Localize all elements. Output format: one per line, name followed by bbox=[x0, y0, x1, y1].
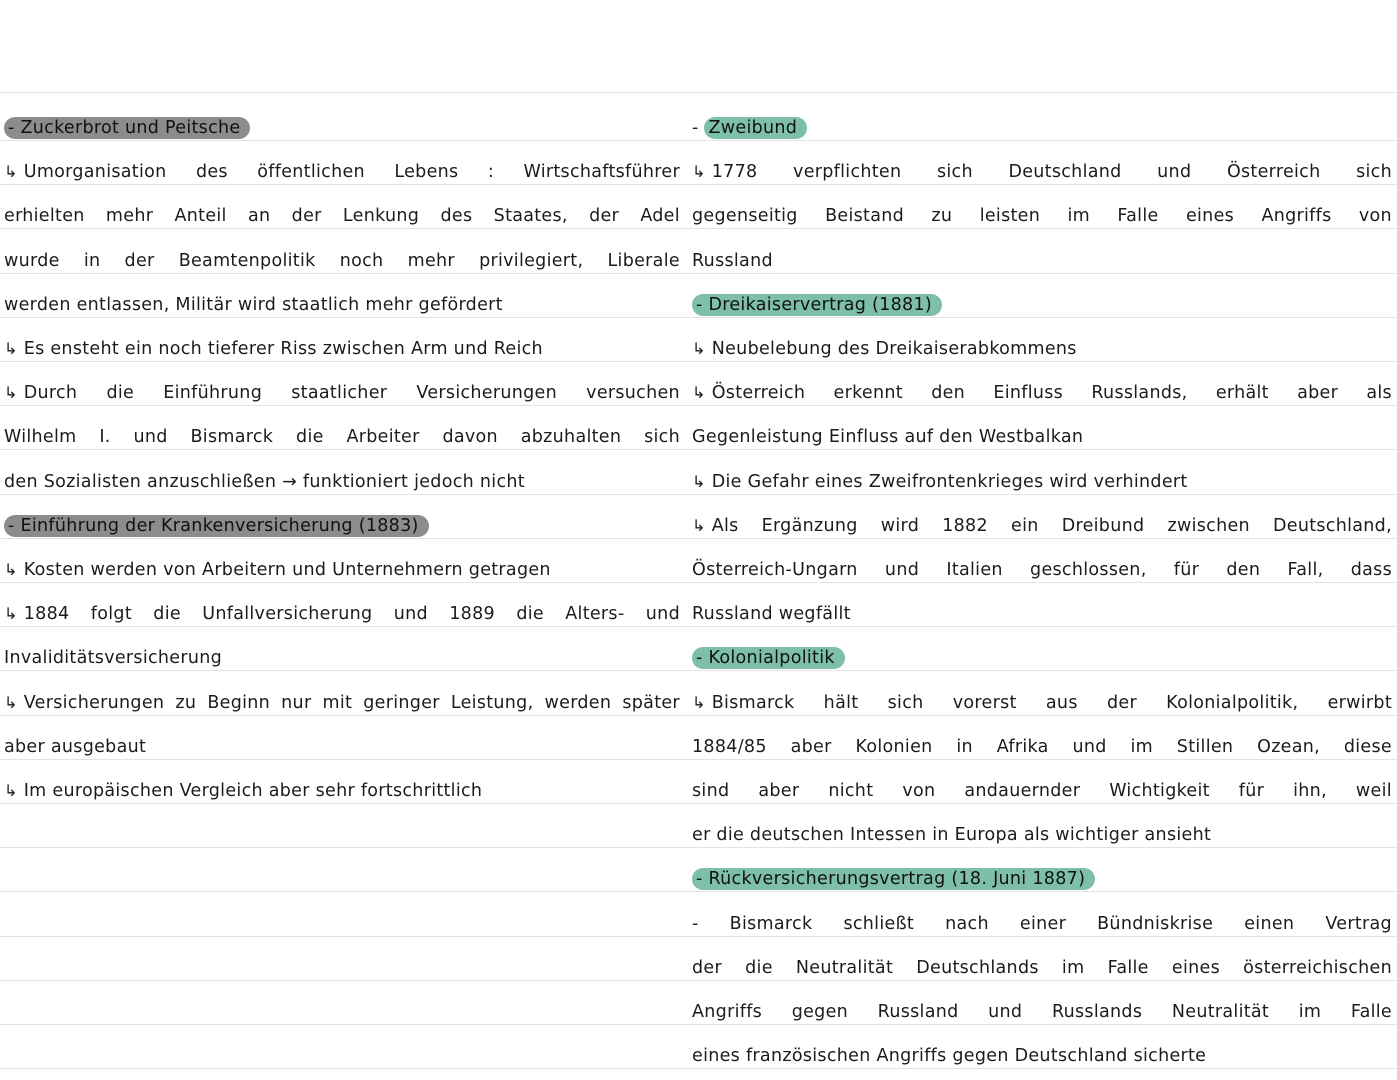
bullet-arrow-icon: ↳ bbox=[4, 162, 18, 181]
word: und bbox=[133, 427, 168, 447]
bullet-arrow-icon: ↳ bbox=[692, 472, 706, 491]
bullet-arrow-icon: ↳ bbox=[692, 383, 706, 402]
word: im bbox=[1130, 737, 1153, 757]
word: versuchen bbox=[586, 383, 680, 403]
word: sich bbox=[1356, 162, 1392, 182]
word: gegen bbox=[791, 1002, 849, 1022]
section-heading bbox=[4, 511, 680, 541]
word: Unfallversicherung bbox=[202, 604, 373, 624]
bullet-line bbox=[692, 157, 1392, 187]
word: Fall, bbox=[1287, 560, 1324, 580]
line-text bbox=[692, 732, 1392, 762]
word: der bbox=[124, 251, 155, 271]
line-text: Invaliditätsversicherung bbox=[4, 648, 223, 668]
section-heading bbox=[692, 643, 1392, 673]
bullet-line bbox=[692, 334, 1392, 364]
word: erhält bbox=[1215, 383, 1269, 403]
word: andauernder bbox=[964, 781, 1081, 801]
word: Bismarck bbox=[190, 427, 274, 447]
line-text bbox=[712, 511, 1392, 541]
word: später bbox=[622, 693, 680, 713]
line-text: Im europäischen Vergleich aber sehr fortschrittlich bbox=[23, 781, 483, 801]
word: Angriffs bbox=[1261, 206, 1332, 226]
highlighted-heading-text: Zweibund bbox=[704, 117, 807, 139]
word: aber bbox=[790, 737, 832, 757]
word: wurde bbox=[4, 251, 60, 271]
word: Einfluss bbox=[993, 383, 1064, 403]
word: Deutschland, bbox=[1272, 516, 1392, 536]
line-text: den Sozialisten anzuschließen → funktioniert jedoch nicht bbox=[4, 472, 525, 492]
word: Bündniskrise bbox=[1097, 914, 1214, 934]
word: im bbox=[1298, 1002, 1322, 1022]
word: Falle bbox=[1117, 206, 1159, 226]
word: Österreich-Ungarn bbox=[692, 560, 858, 580]
word: und bbox=[884, 560, 920, 580]
word: ihn, bbox=[1293, 781, 1327, 801]
word: mit bbox=[322, 693, 353, 713]
word: und bbox=[645, 604, 680, 624]
line-text: Kosten werden von Arbeitern und Unternehmern getragen bbox=[23, 560, 551, 580]
highlighted-heading-text: - Rückversicherungsvertrag (18. Juni 1887) bbox=[692, 868, 1095, 890]
text-line bbox=[692, 246, 1392, 276]
line-text bbox=[24, 688, 680, 718]
word: zwischen bbox=[1167, 516, 1250, 536]
word: Falle bbox=[1107, 958, 1149, 978]
word: Dreibund bbox=[1061, 516, 1145, 536]
text-line bbox=[4, 201, 680, 231]
word: : bbox=[487, 162, 495, 182]
section-heading bbox=[692, 864, 1392, 894]
word: erhielten bbox=[4, 206, 85, 226]
line-text bbox=[692, 201, 1392, 231]
line-text: aber ausgebaut bbox=[4, 737, 147, 757]
line-text bbox=[712, 378, 1392, 408]
bullet-arrow-icon: ↳ bbox=[692, 339, 706, 358]
word: Deutschland bbox=[1008, 162, 1122, 182]
section-heading bbox=[692, 113, 1392, 143]
line-text bbox=[712, 157, 1392, 187]
line-text bbox=[4, 201, 680, 231]
text-line bbox=[692, 1041, 1392, 1071]
word: die bbox=[153, 604, 181, 624]
text-line bbox=[692, 732, 1392, 762]
word: diese bbox=[1343, 737, 1392, 757]
word: 1882 bbox=[942, 516, 988, 536]
line-text bbox=[24, 157, 680, 187]
word: sich bbox=[644, 427, 680, 447]
word: erkennt bbox=[833, 383, 903, 403]
line-text: eines französischen Angriffs gegen Deutschland sicherte bbox=[692, 1046, 1207, 1066]
highlighted-heading-text: - Einführung der Krankenversicherung (1883) bbox=[4, 515, 429, 537]
word: Beistand bbox=[825, 206, 905, 226]
text-line bbox=[692, 555, 1392, 585]
bullet-line bbox=[692, 378, 1392, 408]
word: nach bbox=[945, 914, 989, 934]
word: Versicherungen bbox=[23, 693, 165, 713]
word: die bbox=[745, 958, 773, 978]
word: von bbox=[902, 781, 936, 801]
word: des bbox=[440, 206, 473, 226]
text-line bbox=[692, 953, 1392, 983]
bullet-line bbox=[692, 688, 1392, 718]
word: in bbox=[83, 251, 101, 271]
word: und bbox=[1072, 737, 1107, 757]
word: Kolonien bbox=[855, 737, 933, 757]
word: der bbox=[1106, 693, 1137, 713]
word: Italien bbox=[946, 560, 1003, 580]
word: Österreich bbox=[711, 383, 806, 403]
bullet-line bbox=[692, 511, 1392, 541]
text-line bbox=[692, 599, 1392, 629]
word: Falle bbox=[1350, 1002, 1392, 1022]
word: Österreich bbox=[1226, 162, 1321, 182]
word: an bbox=[247, 206, 271, 226]
word: Beamtenpolitik bbox=[178, 251, 316, 271]
line-text bbox=[692, 953, 1392, 983]
word: erwirbt bbox=[1327, 693, 1392, 713]
line-text: Neubelebung des Dreikaiserabkommens bbox=[711, 339, 1077, 359]
word: Neutralität bbox=[1171, 1002, 1270, 1022]
word: Afrika bbox=[996, 737, 1049, 757]
word: I. bbox=[99, 427, 111, 447]
line-text bbox=[712, 688, 1392, 718]
word: Wilhelm bbox=[4, 427, 77, 447]
word: weil bbox=[1355, 781, 1392, 801]
word: des bbox=[195, 162, 228, 182]
text-line bbox=[4, 732, 680, 762]
text-line bbox=[4, 643, 680, 673]
bullet-line bbox=[4, 599, 680, 629]
word: Stillen bbox=[1176, 737, 1234, 757]
word: 1884/85 bbox=[692, 737, 767, 757]
bullet-arrow-icon: ↳ bbox=[692, 162, 706, 181]
word: Leistung, bbox=[450, 693, 534, 713]
word: dass bbox=[1350, 560, 1392, 580]
word: werden bbox=[544, 693, 612, 713]
bullet-arrow-icon: ↳ bbox=[4, 781, 18, 800]
word: Alters- bbox=[565, 604, 625, 624]
text-line bbox=[4, 290, 680, 320]
word: und bbox=[1157, 162, 1192, 182]
word: im bbox=[1061, 958, 1085, 978]
word: Wichtigkeit bbox=[1109, 781, 1210, 801]
word: folgt bbox=[90, 604, 132, 624]
line-text: Es ensteht ein noch tieferer Riss zwischen Arm und Reich bbox=[23, 339, 543, 359]
word: vorerst bbox=[952, 693, 1017, 713]
text-line bbox=[692, 422, 1392, 452]
line-text: Russland wegfällt bbox=[692, 604, 851, 624]
text-line bbox=[4, 467, 680, 497]
bullet-line bbox=[4, 688, 680, 718]
word: der bbox=[291, 206, 322, 226]
word: 1778 bbox=[711, 162, 758, 182]
word: Lebens bbox=[394, 162, 459, 182]
word: ein bbox=[1011, 516, 1039, 536]
word: eines bbox=[1185, 206, 1235, 226]
word: Beginn bbox=[207, 693, 271, 713]
word: privilegiert, bbox=[479, 251, 584, 271]
word: die bbox=[516, 604, 544, 624]
word: aus bbox=[1045, 693, 1078, 713]
line-text: Gegenleistung Einfluss auf den Westbalkan bbox=[692, 427, 1084, 447]
word: Wirtschaftsführer bbox=[523, 162, 680, 182]
word: aber bbox=[758, 781, 800, 801]
word: nicht bbox=[828, 781, 874, 801]
highlighted-heading-text: - Zuckerbrot und Peitsche bbox=[4, 117, 250, 139]
word: leisten bbox=[979, 206, 1041, 226]
line-text bbox=[692, 776, 1392, 806]
word: und bbox=[393, 604, 428, 624]
word: Anteil bbox=[174, 206, 227, 226]
word: der bbox=[692, 958, 722, 978]
section-heading bbox=[4, 113, 680, 143]
bullet-arrow-icon: ↳ bbox=[4, 560, 18, 579]
word: mehr bbox=[407, 251, 455, 271]
line-text bbox=[4, 422, 680, 452]
word: schließt bbox=[843, 914, 915, 934]
word: - bbox=[692, 914, 699, 934]
line-text: werden entlassen, Militär wird staatlich mehr gefördert bbox=[4, 295, 503, 315]
word: 1884 bbox=[23, 604, 70, 624]
text-line bbox=[692, 201, 1392, 231]
word: Russland bbox=[877, 1002, 959, 1022]
ruled-line bbox=[0, 92, 1397, 93]
word: nur bbox=[281, 693, 312, 713]
word: Umorganisation bbox=[23, 162, 167, 182]
line-text bbox=[24, 599, 680, 629]
word: der bbox=[589, 206, 620, 226]
word: hält bbox=[823, 693, 859, 713]
word: in bbox=[956, 737, 973, 757]
word: im bbox=[1067, 206, 1091, 226]
section-heading bbox=[692, 290, 1392, 320]
word: zu bbox=[931, 206, 953, 226]
text-line bbox=[692, 776, 1392, 806]
word: Adel bbox=[640, 206, 680, 226]
line-text bbox=[4, 246, 680, 276]
bullet-arrow-icon: ↳ bbox=[692, 693, 706, 712]
text-line bbox=[692, 820, 1392, 850]
word: Bismarck bbox=[711, 693, 795, 713]
line-text bbox=[692, 909, 1392, 939]
word: und bbox=[988, 1002, 1023, 1022]
word: Liberale bbox=[607, 251, 680, 271]
word: öffentlichen bbox=[257, 162, 365, 182]
line-text: er die deutschen Intessen in Europa als wichtiger ansieht bbox=[692, 825, 1212, 845]
bullet-arrow-icon: ↳ bbox=[4, 383, 18, 402]
line-text: Die Gefahr eines Zweifrontenkrieges wird verhindert bbox=[711, 472, 1188, 492]
word: aber bbox=[1297, 383, 1339, 403]
text-line bbox=[4, 246, 680, 276]
word: von bbox=[1358, 206, 1392, 226]
bullet-line bbox=[4, 555, 680, 585]
line-text bbox=[24, 378, 680, 408]
word: Neutralität bbox=[795, 958, 894, 978]
word: Versicherungen bbox=[416, 383, 557, 403]
word: mehr bbox=[105, 206, 154, 226]
word: Lenkung bbox=[342, 206, 420, 226]
bullet-arrow-icon: ↳ bbox=[4, 339, 18, 358]
word: Ergänzung bbox=[761, 516, 858, 536]
word: einen bbox=[1244, 914, 1295, 934]
bullet-line bbox=[692, 467, 1392, 497]
text-line bbox=[4, 422, 680, 452]
bullet-line bbox=[4, 776, 680, 806]
word: den bbox=[931, 383, 966, 403]
text-line bbox=[692, 909, 1392, 939]
word: geringer bbox=[363, 693, 440, 713]
word: staatlicher bbox=[291, 383, 388, 403]
word: die bbox=[106, 383, 135, 403]
word: Bismarck bbox=[729, 914, 813, 934]
line-text bbox=[692, 997, 1392, 1027]
word: Russlands, bbox=[1091, 383, 1188, 403]
word: noch bbox=[339, 251, 384, 271]
word: Einführung bbox=[163, 383, 263, 403]
line-text: Russland bbox=[692, 251, 773, 271]
word: einer bbox=[1019, 914, 1067, 934]
word: die bbox=[296, 427, 324, 447]
word: Als bbox=[711, 516, 739, 536]
bullet-line bbox=[4, 334, 680, 364]
word: Vertrag bbox=[1325, 914, 1392, 934]
word: gegenseitig bbox=[692, 206, 798, 226]
word: wird bbox=[880, 516, 920, 536]
word: Angriffs bbox=[692, 1002, 763, 1022]
word: verpflichten bbox=[793, 162, 902, 182]
bullet-line bbox=[4, 378, 680, 408]
line-text bbox=[692, 555, 1392, 585]
word: davon bbox=[442, 427, 498, 447]
word: für bbox=[1238, 781, 1265, 801]
word: zu bbox=[175, 693, 197, 713]
word: österreichischen bbox=[1243, 958, 1392, 978]
bullet-line bbox=[4, 157, 680, 187]
word: sind bbox=[692, 781, 730, 801]
word: Arbeiter bbox=[346, 427, 420, 447]
word: sich bbox=[936, 162, 973, 182]
word: geschlossen, bbox=[1030, 560, 1147, 580]
word: Kolonialpolitik, bbox=[1166, 693, 1299, 713]
word: sich bbox=[887, 693, 924, 713]
bullet-arrow-icon: ↳ bbox=[4, 693, 18, 712]
word: als bbox=[1366, 383, 1392, 403]
word: Staates, bbox=[493, 206, 568, 226]
bullet-arrow-icon: ↳ bbox=[692, 516, 706, 535]
heading-dash: - bbox=[692, 118, 705, 138]
word: abzuhalten bbox=[520, 427, 622, 447]
word: 1889 bbox=[449, 604, 495, 624]
word: Russlands bbox=[1051, 1002, 1143, 1022]
word: Ozean, bbox=[1257, 737, 1321, 757]
word: Deutschlands bbox=[916, 958, 1039, 978]
text-line bbox=[692, 997, 1392, 1027]
word: für bbox=[1173, 560, 1200, 580]
word: eines bbox=[1171, 958, 1221, 978]
highlighted-heading-text: - Dreikaiservertrag (1881) bbox=[692, 294, 942, 316]
bullet-arrow-icon: ↳ bbox=[4, 604, 18, 623]
word: den bbox=[1226, 560, 1261, 580]
word: Durch bbox=[23, 383, 78, 403]
highlighted-heading-text: - Kolonialpolitik bbox=[692, 647, 845, 669]
